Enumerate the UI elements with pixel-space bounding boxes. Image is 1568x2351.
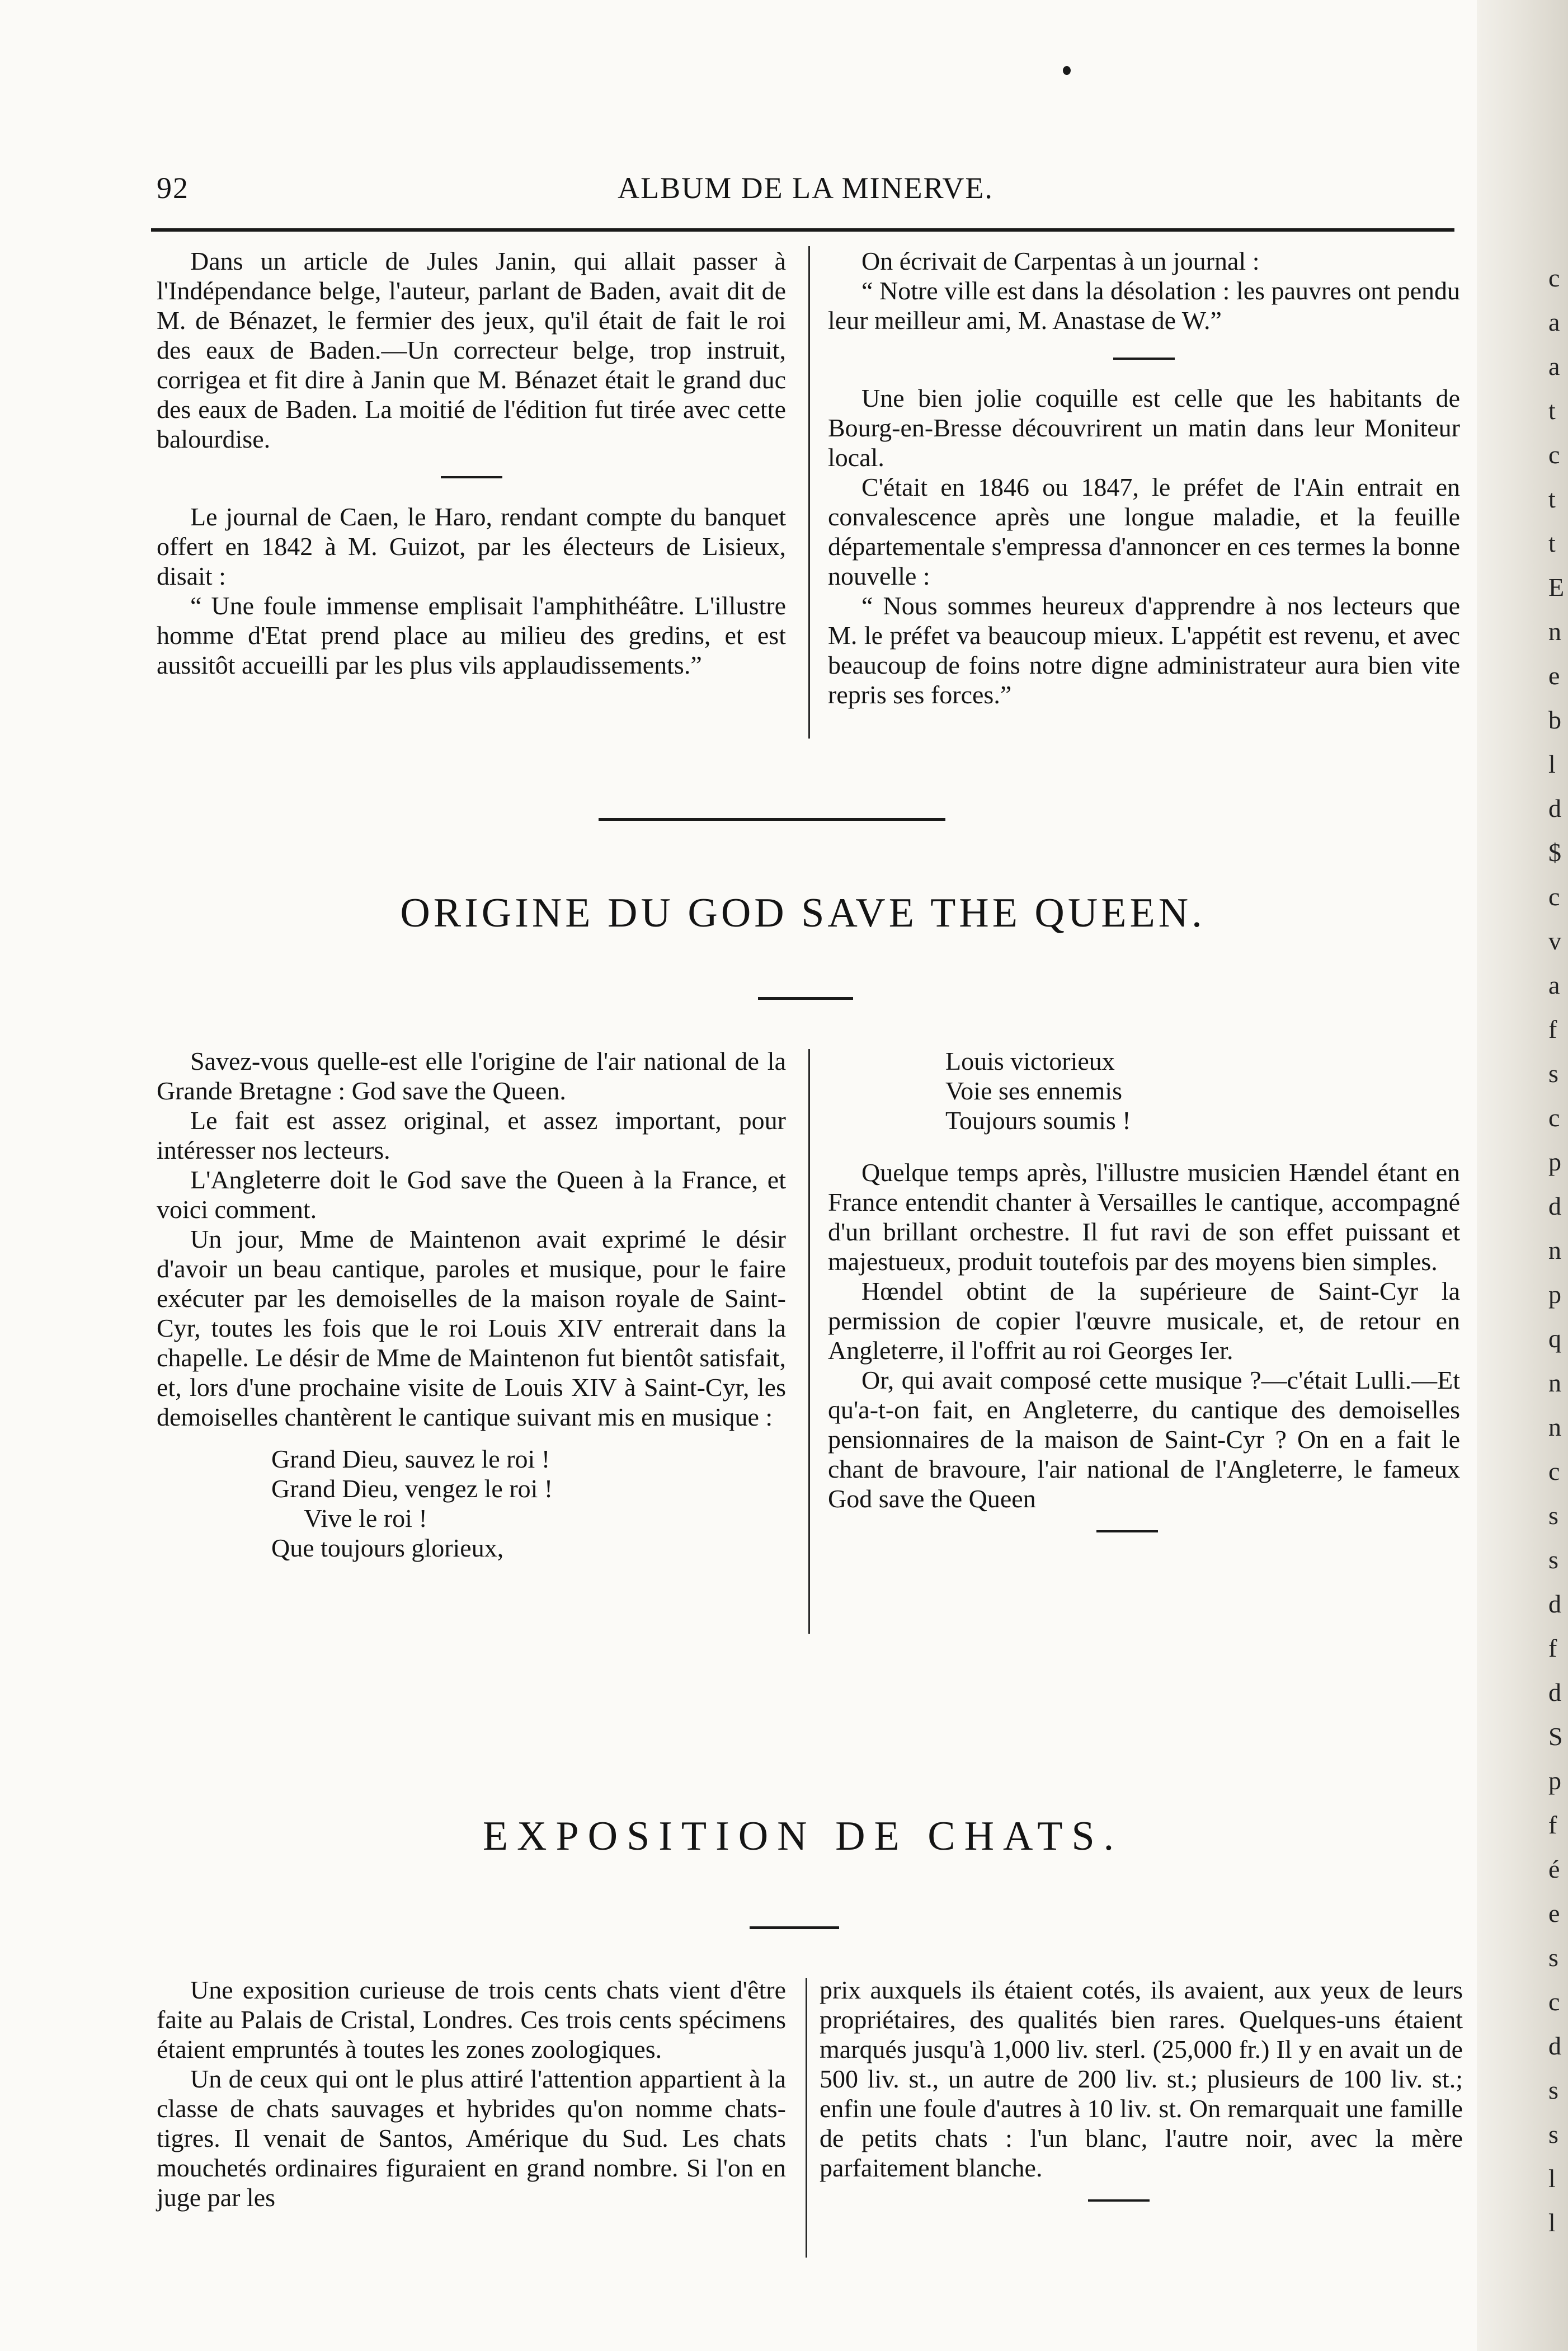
title-rule (758, 997, 853, 1000)
poem-line: Vive le roi ! (304, 1504, 427, 1532)
edge-fragment: $ (1548, 838, 1561, 867)
paragraph: On écrivait de Carpentas à un journal : (861, 247, 1260, 275)
edge-fragment: d (1548, 2032, 1561, 2060)
edge-fragment: l (1548, 2164, 1556, 2193)
column-divider (808, 246, 810, 739)
edge-fragment: d (1548, 1590, 1561, 1618)
edge-fragment: s (1548, 1501, 1558, 1530)
separator-rule (1088, 2199, 1150, 2202)
paragraph: Un de ceux qui ont le plus attiré l'attention appartient à la classe de chats sauvages et hybrides qu'on nomme chats-tigres. Il venait de Santos, Amérique du Sud. Les chats mouchetés ordinaires figuraient en grand nombre. Si l'on en juge par les (157, 2065, 786, 2212)
poem-line: Grand Dieu, sauvez le roi ! (271, 1445, 550, 1473)
poem-line: Que toujours glorieux, (271, 1534, 504, 1562)
paragraph: “ Nous sommes heureux d'apprendre à nos lecteurs que M. le préfet va beaucoup mieux. L'appétit est revenu, et avec beaucoup de foins notre digne administrateur aura bien vite repris ses forces.” (828, 591, 1460, 709)
paragraph: prix auxquels ils étaient cotés, ils avaient, aux yeux de leurs propriétaires, des qualités bien rares. Quelques-uns étaient marqués jusqu'à 1,000 liv. sterl. (25,000 fr.) Il y en avait un de 500 liv. st., un autre de 200 liv. st.; plusieurs de 100 liv. st.; enfin une foule d'autres à 10 liv. st. On remarquait une famille de petits chats : l'un blanc, l'autre noir, avec la mère parfaitement blanche. (820, 1976, 1463, 2182)
column-divider (806, 1978, 807, 2258)
edge-fragment: a (1548, 352, 1560, 380)
edge-fragment: c (1548, 264, 1560, 292)
edge-fragment: é (1548, 1855, 1560, 1883)
edge-fragment: c (1548, 882, 1560, 911)
section-title-god-save-the-queen: ORIGINE DU GOD SAVE THE QUEEN. (400, 890, 1206, 936)
edge-fragment: t (1548, 529, 1556, 557)
paragraph: Une exposition curieuse de trois cents chats vient d'être faite au Palais de Cristal, Londres. Ces trois cents spécimens étaient empruntés à toutes les zones zoologiques. (157, 1976, 786, 2063)
edge-fragment: c (1548, 440, 1560, 469)
edge-fragment: c (1548, 1987, 1560, 2016)
edge-fragment: p (1548, 1148, 1561, 1176)
edge-fragment: s (1548, 2076, 1558, 2104)
page-header (151, 171, 1460, 215)
edge-fragment: l (1548, 2208, 1556, 2237)
paragraph: Savez-vous quelle-est elle l'origine de l'air national de la Grande Bretagne : God save the Queen. (157, 1047, 786, 1105)
edge-fragment: S (1548, 1722, 1563, 1751)
edge-fragment: E (1548, 573, 1565, 601)
poem-line: Voie ses ennemis (945, 1076, 1123, 1105)
separator-rule (441, 476, 502, 478)
paragraph: Hœndel obtint de la supérieure de Saint-Cyr la permission de copier l'œuvre musicale, et, de retour en Angleterre, il l'offrit au roi Georges Ier. (828, 1277, 1460, 1365)
page-number: 92 (157, 171, 189, 205)
edge-fragment: s (1548, 2120, 1558, 2148)
edge-fragment: t (1548, 485, 1556, 513)
edge-fragment: v (1548, 927, 1561, 955)
edge-fragment: q (1548, 1324, 1561, 1353)
column-divider (808, 1049, 810, 1634)
separator-rule (1113, 358, 1175, 360)
paragraph: “ Une foule immense emplisait l'amphithéâtre. L'illustre homme d'Etat prend place au milieu des gredins, et est aussitôt accueilli par les plus vils applaudissements.” (157, 591, 786, 679)
edge-fragment: p (1548, 1766, 1561, 1795)
edge-fragment: a (1548, 308, 1560, 336)
edge-fragment: n (1548, 1369, 1561, 1397)
paragraph: Le fait est assez original, et assez important, pour intéresser nos lecteurs. (157, 1106, 786, 1164)
edge-fragment: c (1548, 1103, 1560, 1132)
section-title-exposition-de-chats: EXPOSITION DE CHATS. (482, 1813, 1123, 1859)
edge-fragment: f (1548, 1015, 1557, 1043)
paragraph: Dans un article de Jules Janin, qui allait passer à l'Indépendance belge, l'auteur, parlant de Baden, avait dit de M. de Bénazet, le fermier des jeux, qu'il était de fait le roi des eaux de Baden.—Un correcteur belge, trop instruit, corrigea et fit dire à Janin que M. Bénazet était le grand duc des eaux de Baden. La moitié de l'édition fut tirée avec cette balourdise. (157, 247, 786, 453)
edge-fragment: c (1548, 1457, 1560, 1485)
paragraph: Une bien jolie coquille est celle que les habitants de Bourg-en-Bresse découvrirent un matin dans leur Moniteur local. (828, 384, 1460, 472)
edge-fragment: t (1548, 396, 1556, 425)
edge-fragment: e (1548, 661, 1560, 690)
poem-line: Louis victorieux (945, 1047, 1115, 1075)
section1-right-column (828, 246, 1460, 709)
spacer (828, 1135, 1460, 1158)
edge-fragment: n (1548, 1413, 1561, 1441)
section1-left-column (157, 246, 786, 680)
poem-stanza-left (271, 1444, 786, 1563)
section-divider (599, 818, 945, 821)
ink-dot (1063, 66, 1071, 75)
edge-fragment: f (1548, 1811, 1557, 1839)
edge-fragment: d (1548, 1678, 1561, 1706)
paragraph: C'était en 1846 ou 1847, le préfet de l'Ain entrait en convalescence après une longue maladie, et la feuille départementale s'empressa d'annoncer en ces termes la bonne nouvelle : (828, 473, 1460, 590)
edge-fragment: s (1548, 1545, 1558, 1574)
edge-fragment: a (1548, 971, 1560, 999)
edge-fragment: b (1548, 706, 1561, 734)
section3-right-column (820, 1975, 1463, 2225)
poem-line: Grand Dieu, vengez le roi ! (271, 1474, 553, 1503)
title-rule (750, 1926, 839, 1929)
edge-fragment: l (1548, 750, 1556, 778)
paragraph: Le journal de Caen, le Haro, rendant compte du banquet offert en 1842 à M. Guizot, par les électeurs de Lisieux, disait : (157, 502, 786, 590)
separator-rule (1096, 1530, 1158, 1532)
edge-fragment: p (1548, 1280, 1561, 1309)
edge-fragment: e (1548, 1899, 1560, 1927)
running-title: ALBUM DE LA MINERVE. (618, 171, 993, 205)
paragraph: Quelque temps après, l'illustre musicien Hændel étant en France entendit chanter à Versailles le cantique, accompagné d'un brillant orchestre. Il fut ravi de son effet puissant et majestueux, produit toutefois par des moyens bien simples. (828, 1158, 1460, 1276)
paragraph: L'Angleterre doit le God save the Queen à la France, et voici comment. (157, 1165, 786, 1224)
edge-fragment: n (1548, 1236, 1561, 1264)
edge-fragment: n (1548, 617, 1561, 646)
paragraph: Un jour, Mme de Maintenon avait exprimé le désir d'avoir un beau cantique, paroles et musique, pour le faire exécuter par les demoiselles de la maison royale de Saint-Cyr, toutes les fois que le roi Louis XIV entrerait dans la chapelle. Le désir de Mme de Maintenon fut bientôt satisfait, et, lors d'une prochaine visite de Louis XIV à Saint-Cyr, les demoiselles chantèrent le cantique suivant mis en musique : (157, 1225, 786, 1431)
poem-stanza-right (945, 1046, 1460, 1135)
edge-fragment: s (1548, 1059, 1558, 1088)
edge-fragment: d (1548, 794, 1561, 822)
section2-right-column (828, 1046, 1460, 1556)
section2-left-column (157, 1046, 786, 1563)
section3-left-column (157, 1975, 786, 2212)
paragraph: Or, qui avait composé cette musique ?—c'était Lulli.—Et qu'a-t-on fait, en Angleterre, du cantique des demoiselles pensionnaires de la maison de Saint-Cyr ? On en a fait le chant de bravoure, l'air national de l'Angleterre, le fameux God save the Queen (828, 1366, 1460, 1513)
header-rule (151, 228, 1454, 232)
edge-fragment: s (1548, 1943, 1558, 1972)
poem-line: Toujours soumis ! (945, 1106, 1131, 1135)
edge-fragment: f (1548, 1634, 1557, 1662)
paragraph: “ Notre ville est dans la désolation : les pauvres ont pendu leur meilleur ami, M. Anastase de W.” (828, 276, 1460, 335)
edge-fragment: d (1548, 1192, 1561, 1220)
